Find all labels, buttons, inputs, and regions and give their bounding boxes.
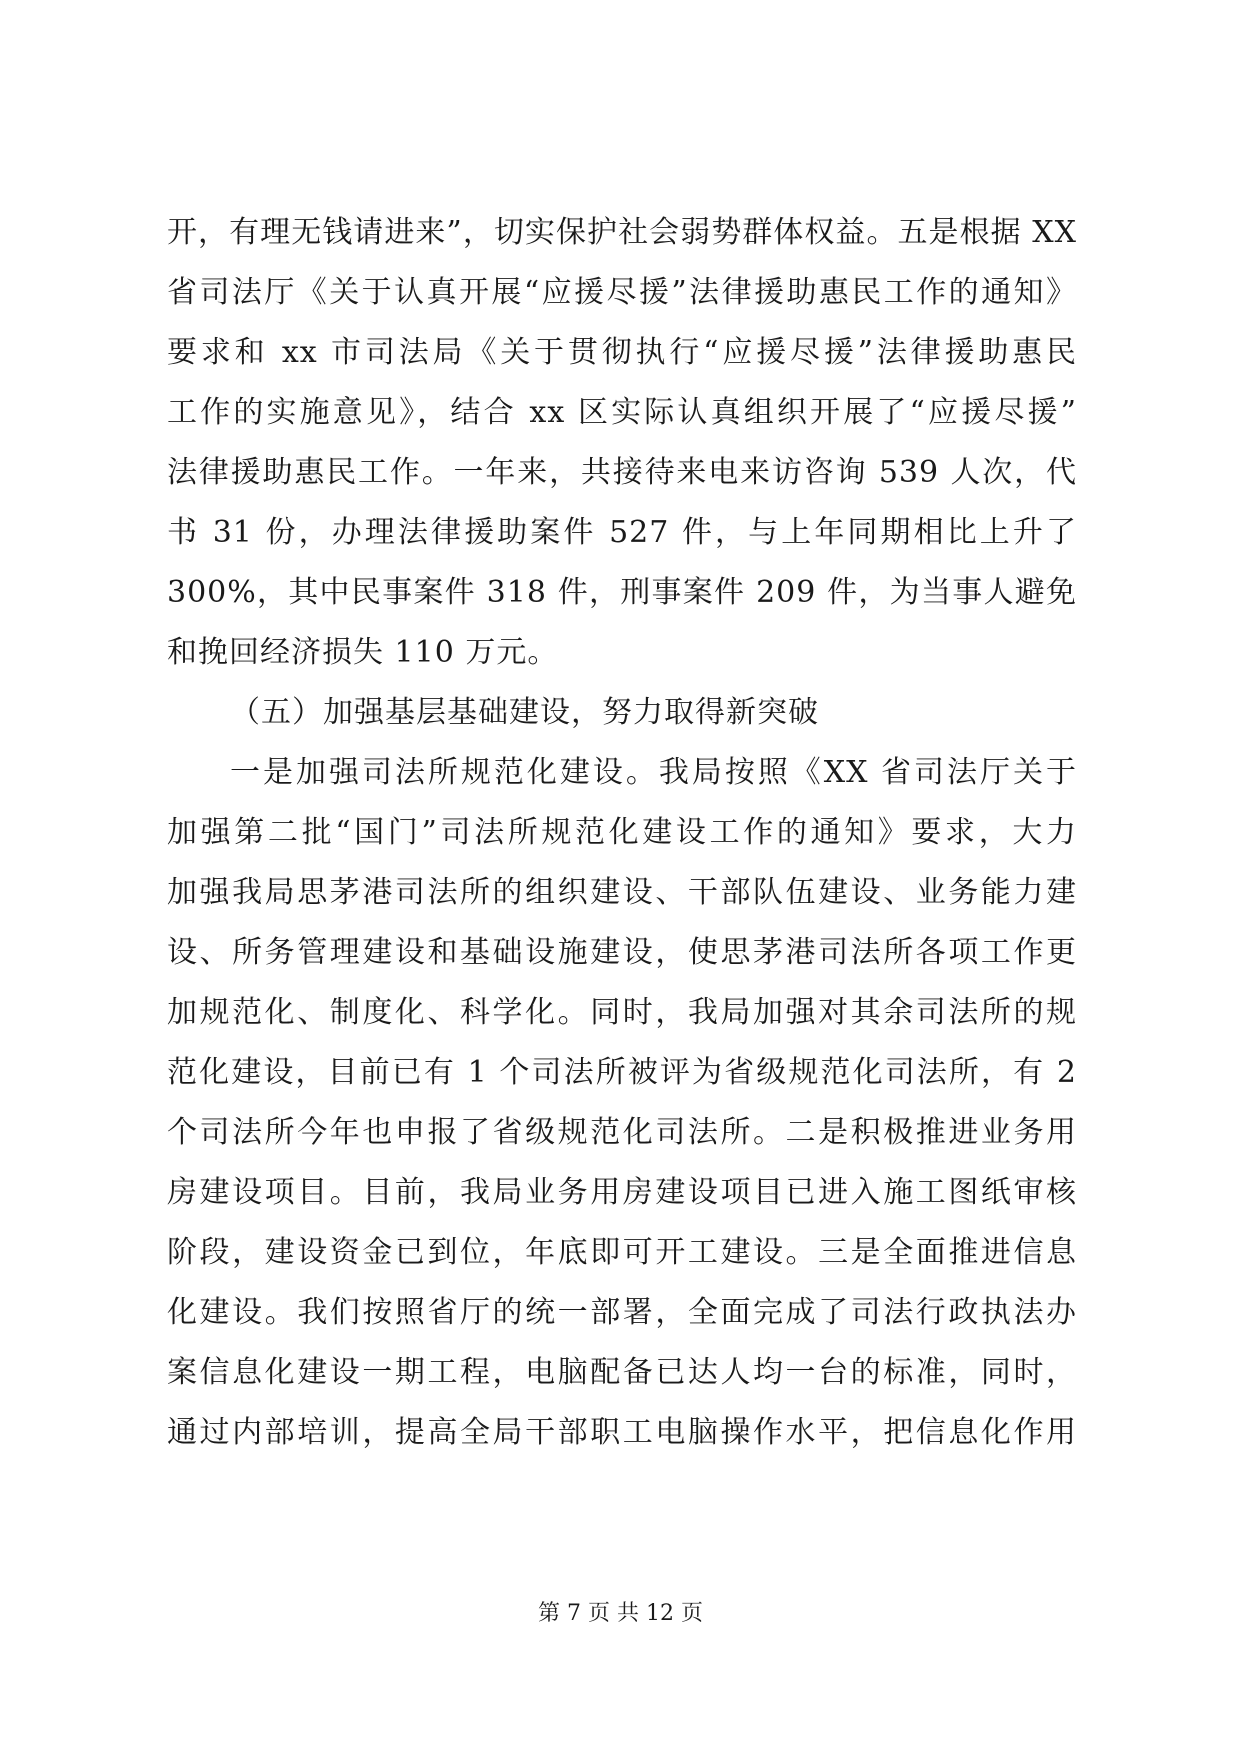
text-line: 房建设项目。目前，我局业务用房建设项目已进入施工图纸审核: [167, 1175, 1077, 1210]
page-number-footer: 第 7 页 共 12 页: [538, 1601, 703, 1626]
text-line: 通过内部培训，提高全局干部职工电脑操作水平，把信息化作用: [167, 1415, 1077, 1450]
section-heading: （五）加强基层基础建设，努力取得新突破: [230, 695, 819, 730]
text-line: 开，有理无钱请进来”，切实保护社会弱势群体权益。五是根据 XX: [167, 215, 1077, 250]
text-line: 设、所务管理建设和基础设施建设，使思茅港司法所各项工作更: [167, 935, 1077, 970]
text-line: 法律援助惠民工作。一年来，共接待来电来访咨询 539 人次，代: [167, 455, 1077, 490]
text-line: 加强我局思茅港司法所的组织建设、干部队伍建设、业务能力建: [167, 875, 1077, 910]
text-line: 案信息化建设一期工程，电脑配备已达人均一台的标准，同时，: [167, 1355, 1077, 1390]
text-line: 要求和 xx 市司法局《关于贯彻执行“应援尽援”法律援助惠民: [167, 335, 1077, 370]
text-line: 加强第二批“国门”司法所规范化建设工作的通知》要求，大力: [167, 815, 1077, 850]
text-line: 化建设。我们按照省厅的统一部署，全面完成了司法行政执法办: [167, 1295, 1077, 1330]
text-line: 范化建设，目前已有 1 个司法所被评为省级规范化司法所，有 2: [167, 1055, 1077, 1090]
text-line: 加规范化、制度化、科学化。同时，我局加强对其余司法所的规: [167, 995, 1077, 1030]
text-line: 个司法所今年也申报了省级规范化司法所。二是积极推进业务用: [167, 1115, 1077, 1150]
text-line: 一是加强司法所规范化建设。我局按照《XX 省司法厅关于: [230, 755, 1077, 790]
text-line: 工作的实施意见》，结合 xx 区实际认真组织开展了“应援尽援”: [167, 395, 1077, 430]
text-line: 300%，其中民事案件 318 件，刑事案件 209 件，为当事人避免: [167, 575, 1077, 610]
text-line: 书 31 份，办理法律援助案件 527 件，与上年同期相比上升了: [167, 515, 1077, 550]
text-line: 和挽回经济损失 110 万元。: [167, 635, 559, 670]
text-line: 省司法厅《关于认真开展“应援尽援”法律援助惠民工作的通知》: [167, 275, 1077, 310]
text-line: 阶段，建设资金已到位，年底即可开工建设。三是全面推进信息: [167, 1235, 1077, 1270]
